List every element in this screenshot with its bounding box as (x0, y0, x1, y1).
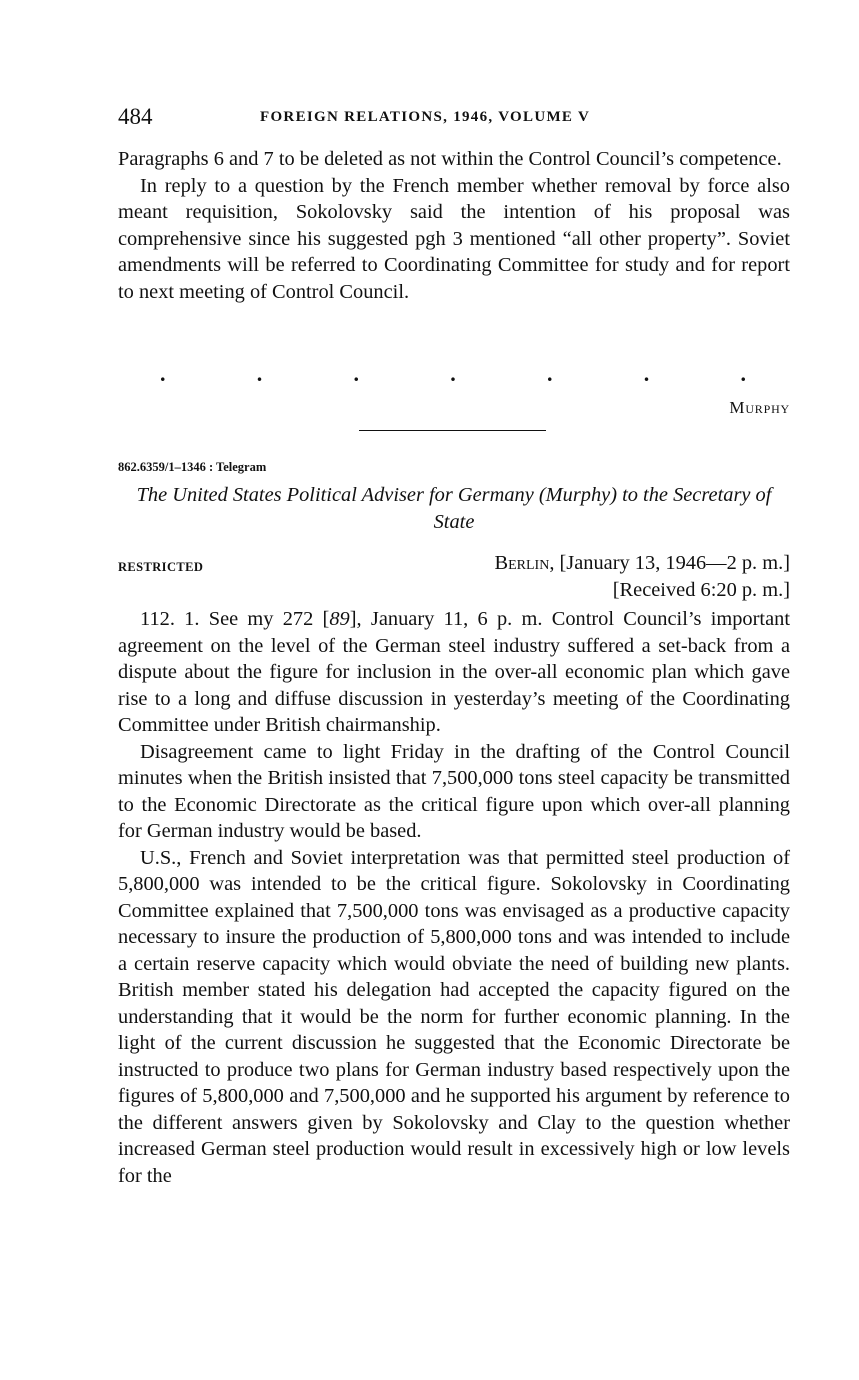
ellipsis-dot: . (547, 361, 553, 386)
classification-label: RESTRICTED (118, 560, 204, 574)
paragraph-lead: 112. 1. See my 272 [ (140, 608, 330, 630)
dateline-place: Berlin (494, 552, 550, 574)
paragraph: Disagreement came to light Friday in the drafting of the Control Council minutes when the British insisted that 7,500,000 tons steel capacity be transmitted to the Economic Directorate as the critical figure upon which over-all planning for German industry would be based. (118, 740, 790, 842)
ellipsis-dot: . (450, 361, 456, 386)
telegram-body (118, 606, 790, 1189)
section-divider (359, 430, 546, 431)
ellipsis-dot: . (740, 361, 746, 386)
paragraph: In reply to a question by the French member whether removal by force also meant requisition, Sokolovsky said the intention of his proposal was comprehensive since his suggested pgh 3 mentioned “all other property”. Soviet amendments will be referred to Coordinating Committee for study and for report to next meeting of Control Council. (118, 174, 790, 303)
page-number: 484 (118, 104, 153, 129)
paragraph-text: ], January 11, 6 p. m. Control Council’s important agreement on the level of the German steel industry suffered a set-back from a dispute about the figure for inclusion in the over-all economic plan which gave rise to a long and diffuse discussion in yesterday’s meeting of the Coordinating Committee under British chairmanship. (118, 608, 790, 736)
previous-document-text (118, 146, 790, 305)
ellipsis-dot: . (643, 361, 650, 386)
document-citation: 89 (329, 608, 350, 630)
dateline-sent (494, 550, 790, 577)
dateline-received: [Received 6:20 p. m.] (612, 578, 790, 601)
paragraph: Paragraphs 6 and 7 to be deleted as not within the Control Council’s competence. (118, 148, 782, 170)
dateline (494, 550, 790, 603)
ellipsis-dot: . (160, 361, 166, 386)
running-head: FOREIGN RELATIONS, 1946, VOLUME V (260, 109, 591, 125)
ellipsis-dot: . (353, 361, 359, 386)
omission-ellipsis (160, 361, 746, 386)
document-title: The United States Political Adviser for Germany (Murphy) to the Secretary of State (136, 484, 772, 533)
paragraph: U.S., French and Soviet interpretation was that permitted steel production of 5,800,000 was intended to be the critical figure. Sokolovsky in Coordinating Committee explained that 7,500,000 tons was envisaged as a productive capacity necessary to insure the production of 5,800,000 tons and was intended to include a certain reserve capacity which would obviate the need of building new plants. British member stated his delegation had accepted the capacity figured on the understanding that it would be the norm for further economic planning. In the light of the current discussion he suggested that the Economic Directorate be instructed to produce two plans for German industry based respectively upon the figures of 5,800,000 and 7,500,000 and he supported his argument by reference to the different answers given by Sokolovsky and Clay to the question whether increased German steel production would result in excessively high or low levels for the (118, 846, 790, 1187)
ellipsis-dot: . (256, 361, 263, 386)
paragraph (118, 606, 790, 739)
file-reference: 862.6359/1–1346 : Telegram (118, 460, 267, 474)
page-header (118, 100, 790, 134)
dateline-date: , [January 13, 1946—2 p. m.] (549, 552, 790, 574)
signature: Murphy (729, 398, 790, 417)
